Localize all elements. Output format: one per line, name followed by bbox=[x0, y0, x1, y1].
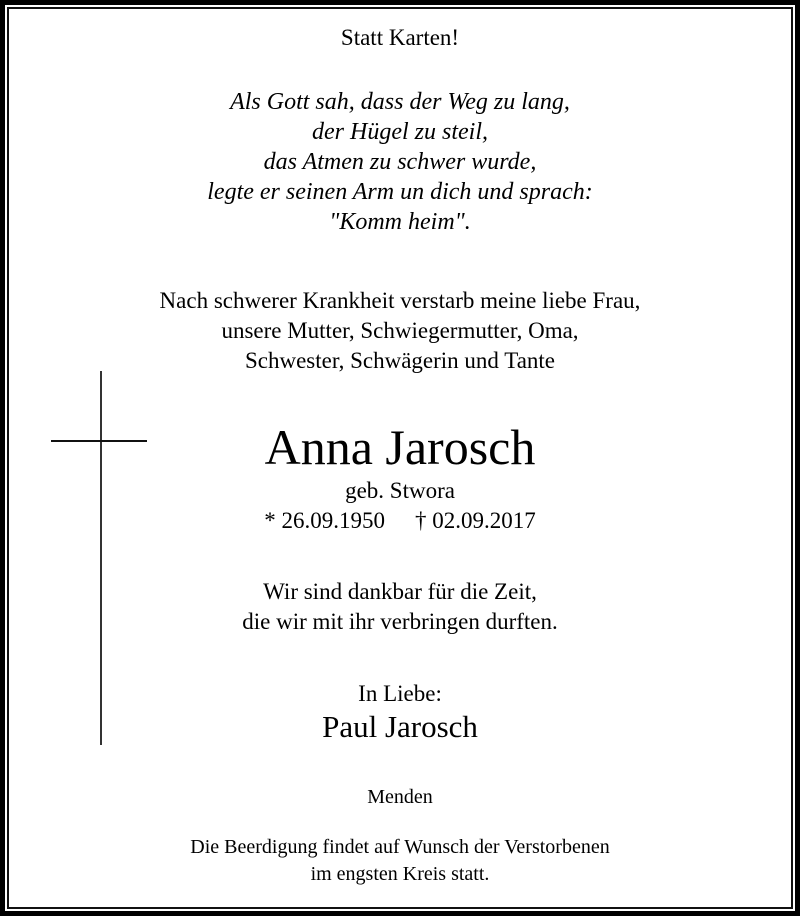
obituary-frame-inner bbox=[7, 7, 793, 909]
obituary-frame-outer bbox=[5, 5, 795, 911]
gratitude-line: die wir mit ihr verbringen durften. bbox=[242, 609, 558, 634]
announcement-line: unsere Mutter, Schwiegermutter, Oma, bbox=[221, 318, 579, 343]
poem-line: der Hügel zu steil, bbox=[312, 119, 488, 145]
gratitude-line: Wir sind dankbar für die Zeit, bbox=[263, 579, 537, 604]
death-date: † 02.09.2017 bbox=[415, 508, 536, 533]
birth-date: * 26.09.1950 bbox=[264, 508, 385, 533]
funeral-note-line: Die Beerdigung findet auf Wunsch der Verstorbenen bbox=[190, 836, 610, 858]
header-title: Statt Karten! bbox=[340, 25, 460, 50]
signature-name: Paul Jarosch bbox=[322, 709, 478, 744]
life-dates bbox=[9, 506, 791, 536]
poem-line: legte er seinen Arm un dich und sprach: bbox=[207, 179, 593, 205]
poem-line: das Atmen zu schwer wurde, bbox=[263, 149, 537, 175]
funeral-note-line: im engsten Kreis statt. bbox=[310, 863, 490, 885]
announcement-line: Schwester, Schwägerin und Tante bbox=[244, 348, 556, 373]
announcement-line: Nach schwerer Krankheit verstarb meine liebe Frau, bbox=[159, 288, 641, 313]
location: Menden bbox=[367, 786, 433, 808]
signature-intro: In Liebe: bbox=[358, 681, 442, 706]
deceased-name: Anna Jarosch bbox=[264, 419, 536, 475]
maiden-name: geb. Stwora bbox=[345, 478, 455, 503]
poem-line: Als Gott sah, dass der Weg zu lang, bbox=[230, 89, 570, 115]
poem-line: "Komm heim". bbox=[329, 209, 471, 235]
